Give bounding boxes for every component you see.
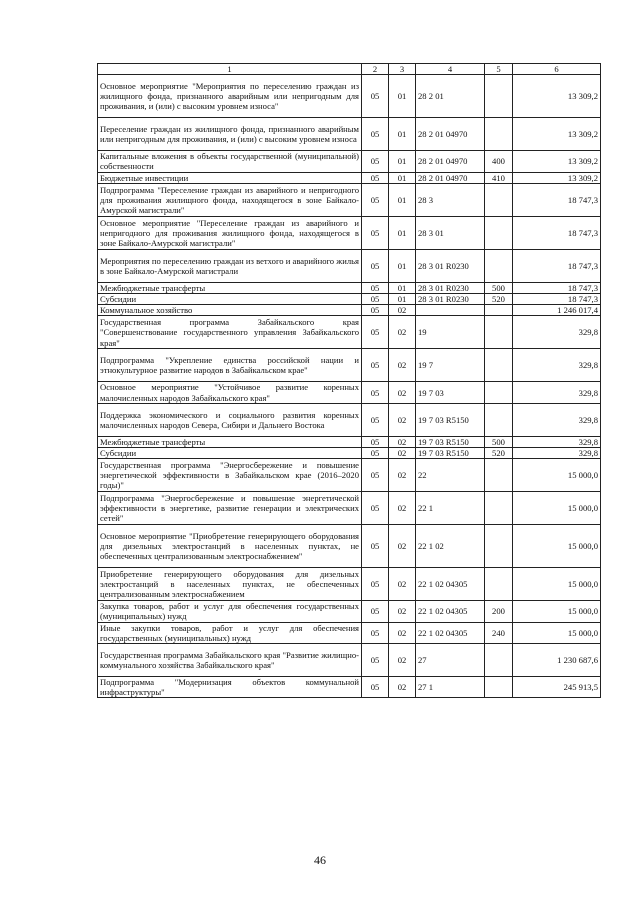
- row-vr-cell: [485, 118, 513, 151]
- row-csr-cell: 28 2 01 04970: [416, 151, 485, 172]
- row-csr-cell: 28 2 01: [416, 75, 485, 118]
- row-pr-cell: 01: [389, 183, 416, 216]
- row-csr-cell: 27: [416, 644, 485, 677]
- table-row: [98, 622, 601, 643]
- row-sum-cell: 13 309,2: [513, 151, 601, 172]
- table-row: [98, 282, 601, 293]
- table-row: [98, 294, 601, 305]
- table-row: [98, 216, 601, 249]
- row-name-cell: Основное мероприятие "Мероприятия по переселению граждан из жилищного фонда, признанного аварийным или непригодным для проживания, и (или) с высоким уровнем износа": [98, 75, 362, 118]
- table-row: [98, 316, 601, 349]
- row-vr-cell: [485, 459, 513, 492]
- row-sum-cell: 15 000,0: [513, 525, 601, 568]
- page-number: 46: [314, 853, 326, 867]
- row-vr-cell: 410: [485, 172, 513, 183]
- row-sum-cell: 1 246 017,4: [513, 305, 601, 316]
- row-sum-cell: 329,8: [513, 436, 601, 447]
- row-pr-cell: 02: [389, 492, 416, 525]
- row-pr-cell: 02: [389, 316, 416, 349]
- row-csr-cell: 28 2 01 04970: [416, 172, 485, 183]
- table-row: [98, 305, 601, 316]
- row-rz-cell: 05: [362, 403, 389, 436]
- row-name-cell: Основное мероприятие "Устойчивое развитие коренных малочисленных народов Забайкальского края": [98, 382, 362, 403]
- table-row: [98, 677, 601, 698]
- row-rz-cell: 05: [362, 151, 389, 172]
- row-sum-cell: 18 747,3: [513, 183, 601, 216]
- row-pr-cell: 02: [389, 525, 416, 568]
- header-cell: 1: [98, 64, 362, 75]
- row-vr-cell: [485, 403, 513, 436]
- row-sum-cell: 15 000,0: [513, 492, 601, 525]
- row-name-cell: Закупка товаров, работ и услуг для обеспечения государственных (муниципальных) нужд: [98, 601, 362, 622]
- row-pr-cell: 02: [389, 644, 416, 677]
- table-row: [98, 172, 601, 183]
- row-pr-cell: 01: [389, 172, 416, 183]
- row-csr-cell: 28 3 01 R0230: [416, 282, 485, 293]
- row-pr-cell: 01: [389, 75, 416, 118]
- row-name-cell: Основное мероприятие "Переселение граждан из аварийного и непригодного для проживания жилищного фонда, находящегося в зоне Байкало-Амурской магистрали": [98, 216, 362, 249]
- row-csr-cell: [416, 305, 485, 316]
- row-vr-cell: 400: [485, 151, 513, 172]
- row-vr-cell: 200: [485, 601, 513, 622]
- row-name-cell: Подпрограмма "Переселение граждан из аварийного и непригодного для проживания жилищного фонда, находящегося в зоне Байкало-Амурской магистрали": [98, 183, 362, 216]
- row-vr-cell: [485, 216, 513, 249]
- row-vr-cell: 520: [485, 448, 513, 459]
- row-name-cell: Субсидии: [98, 448, 362, 459]
- row-vr-cell: [485, 183, 513, 216]
- row-vr-cell: [485, 677, 513, 698]
- row-vr-cell: 500: [485, 282, 513, 293]
- row-csr-cell: 28 3 01 R0230: [416, 294, 485, 305]
- row-rz-cell: 05: [362, 459, 389, 492]
- row-pr-cell: 02: [389, 622, 416, 643]
- row-name-cell: Бюджетные инвестиции: [98, 172, 362, 183]
- row-name-cell: Поддержка экономического и социального развития коренных малочисленных народов Севера, Сибири и Дальнего Востока: [98, 403, 362, 436]
- row-name-cell: Межбюджетные трансферты: [98, 436, 362, 447]
- row-vr-cell: [485, 75, 513, 118]
- row-rz-cell: 05: [362, 568, 389, 601]
- row-vr-cell: [485, 568, 513, 601]
- row-rz-cell: 05: [362, 677, 389, 698]
- row-vr-cell: [485, 249, 513, 282]
- row-sum-cell: 329,8: [513, 382, 601, 403]
- table-row: [98, 448, 601, 459]
- row-name-cell: Субсидии: [98, 294, 362, 305]
- row-name-cell: Государственная программа "Энергосбережение и повышение энергетической эффективности в Забайкальском крае (2016–2020 годы)": [98, 459, 362, 492]
- row-vr-cell: [485, 644, 513, 677]
- row-csr-cell: 27 1: [416, 677, 485, 698]
- row-rz-cell: 05: [362, 75, 389, 118]
- row-csr-cell: 19 7 03: [416, 382, 485, 403]
- row-csr-cell: 19 7 03 R5150: [416, 403, 485, 436]
- row-sum-cell: 13 309,2: [513, 118, 601, 151]
- row-name-cell: Коммунальное хозяйство: [98, 305, 362, 316]
- row-pr-cell: 01: [389, 151, 416, 172]
- row-name-cell: Подпрограмма "Укрепление единства российской нации и этнокультурное развитие народов в Забайкальском крае": [98, 349, 362, 382]
- row-sum-cell: 15 000,0: [513, 459, 601, 492]
- table-row: [98, 349, 601, 382]
- row-csr-cell: 28 3 01: [416, 216, 485, 249]
- table-row: [98, 601, 601, 622]
- table-row: [98, 249, 601, 282]
- row-sum-cell: 18 747,3: [513, 216, 601, 249]
- budget-table: [97, 63, 601, 698]
- row-name-cell: Переселение граждан из жилищного фонда, признанного аварийным или непригодным для проживания, и (или) с высоким уровнем износа: [98, 118, 362, 151]
- row-sum-cell: 13 309,2: [513, 75, 601, 118]
- row-pr-cell: 01: [389, 282, 416, 293]
- row-sum-cell: 329,8: [513, 316, 601, 349]
- table-row: [98, 403, 601, 436]
- row-vr-cell: [485, 349, 513, 382]
- row-vr-cell: [485, 382, 513, 403]
- row-rz-cell: 05: [362, 622, 389, 643]
- row-rz-cell: 05: [362, 525, 389, 568]
- row-sum-cell: 15 000,0: [513, 622, 601, 643]
- row-rz-cell: 05: [362, 349, 389, 382]
- row-name-cell: Подпрограмма "Модернизация объектов коммунальной инфраструктуры": [98, 677, 362, 698]
- row-sum-cell: 15 000,0: [513, 568, 601, 601]
- row-sum-cell: 15 000,0: [513, 601, 601, 622]
- table-row: [98, 183, 601, 216]
- row-name-cell: Государственная программа Забайкальского края "Совершенствование государственного управления Забайкальского края": [98, 316, 362, 349]
- row-sum-cell: 1 230 687,6: [513, 644, 601, 677]
- table-row: [98, 382, 601, 403]
- row-csr-cell: 22 1 02 04305: [416, 568, 485, 601]
- row-pr-cell: 02: [389, 349, 416, 382]
- header-cell: 5: [485, 64, 513, 75]
- row-pr-cell: 02: [389, 403, 416, 436]
- row-vr-cell: [485, 525, 513, 568]
- row-rz-cell: 05: [362, 249, 389, 282]
- header-cell: 4: [416, 64, 485, 75]
- row-csr-cell: 22 1: [416, 492, 485, 525]
- row-pr-cell: 02: [389, 601, 416, 622]
- row-name-cell: Иные закупки товаров, работ и услуг для обеспечения государственных (муниципальных) нужд: [98, 622, 362, 643]
- row-vr-cell: 240: [485, 622, 513, 643]
- row-rz-cell: 05: [362, 183, 389, 216]
- table-row: [98, 459, 601, 492]
- table-row: [98, 492, 601, 525]
- row-vr-cell: 520: [485, 294, 513, 305]
- row-pr-cell: 02: [389, 568, 416, 601]
- row-csr-cell: 22 1 02: [416, 525, 485, 568]
- row-vr-cell: [485, 305, 513, 316]
- row-pr-cell: 01: [389, 294, 416, 305]
- row-pr-cell: 02: [389, 382, 416, 403]
- row-sum-cell: 245 913,5: [513, 677, 601, 698]
- table-row: [98, 525, 601, 568]
- row-rz-cell: 05: [362, 492, 389, 525]
- header-cell: 6: [513, 64, 601, 75]
- row-pr-cell: 01: [389, 118, 416, 151]
- row-vr-cell: [485, 316, 513, 349]
- row-vr-cell: [485, 492, 513, 525]
- row-pr-cell: 02: [389, 305, 416, 316]
- budget-table-body: [98, 64, 601, 698]
- row-rz-cell: 05: [362, 216, 389, 249]
- header-row: [98, 64, 601, 75]
- header-cell: 3: [389, 64, 416, 75]
- row-csr-cell: 19: [416, 316, 485, 349]
- row-csr-cell: 22 1 02 04305: [416, 622, 485, 643]
- row-pr-cell: 02: [389, 459, 416, 492]
- row-sum-cell: 329,8: [513, 349, 601, 382]
- row-sum-cell: 18 747,3: [513, 249, 601, 282]
- row-csr-cell: 19 7: [416, 349, 485, 382]
- row-vr-cell: 500: [485, 436, 513, 447]
- table-row: [98, 568, 601, 601]
- row-rz-cell: 05: [362, 172, 389, 183]
- row-csr-cell: 28 3: [416, 183, 485, 216]
- row-rz-cell: 05: [362, 294, 389, 305]
- row-name-cell: Основное мероприятие "Приобретение генерирующего оборудования для дизельных электростанций в населенных пунктах, не обеспеченных централизованным электроснабжением": [98, 525, 362, 568]
- table-row: [98, 75, 601, 118]
- row-pr-cell: 01: [389, 249, 416, 282]
- row-pr-cell: 01: [389, 216, 416, 249]
- row-sum-cell: 18 747,3: [513, 294, 601, 305]
- row-pr-cell: 02: [389, 448, 416, 459]
- row-rz-cell: 05: [362, 382, 389, 403]
- row-sum-cell: 18 747,3: [513, 282, 601, 293]
- row-rz-cell: 05: [362, 448, 389, 459]
- row-pr-cell: 02: [389, 677, 416, 698]
- row-csr-cell: 22 1 02 04305: [416, 601, 485, 622]
- header-cell: 2: [362, 64, 389, 75]
- row-csr-cell: 28 3 01 R0230: [416, 249, 485, 282]
- row-csr-cell: 28 2 01 04970: [416, 118, 485, 151]
- row-csr-cell: 19 7 03 R5150: [416, 436, 485, 447]
- row-name-cell: Мероприятия по переселению граждан из ветхого и аварийного жилья в зоне Байкало-Амурской магистрали: [98, 249, 362, 282]
- row-name-cell: Межбюджетные трансферты: [98, 282, 362, 293]
- row-csr-cell: 19 7 03 R5150: [416, 448, 485, 459]
- table-row: [98, 644, 601, 677]
- row-rz-cell: 05: [362, 436, 389, 447]
- row-csr-cell: 22: [416, 459, 485, 492]
- table-row: [98, 118, 601, 151]
- row-sum-cell: 329,8: [513, 403, 601, 436]
- row-name-cell: Капитальные вложения в объекты государственной (муниципальной) собственности: [98, 151, 362, 172]
- row-name-cell: Государственная программа Забайкальского края "Развитие жилищно-коммунального хозяйства Забайкальского края": [98, 644, 362, 677]
- row-rz-cell: 05: [362, 601, 389, 622]
- row-pr-cell: 02: [389, 436, 416, 447]
- row-sum-cell: 13 309,2: [513, 172, 601, 183]
- table-row: [98, 151, 601, 172]
- row-name-cell: Приобретение генерирующего оборудования для дизельных электростанций в населенных пунктах, не обеспеченных централизованным электроснабжением: [98, 568, 362, 601]
- row-rz-cell: 05: [362, 316, 389, 349]
- row-rz-cell: 05: [362, 305, 389, 316]
- table-row: [98, 436, 601, 447]
- row-rz-cell: 05: [362, 118, 389, 151]
- row-rz-cell: 05: [362, 644, 389, 677]
- row-name-cell: Подпрограмма "Энергосбережение и повышение энергетической эффективности в энергетике, развитие генерации и электрических сетей": [98, 492, 362, 525]
- row-rz-cell: 05: [362, 282, 389, 293]
- row-sum-cell: 329,8: [513, 448, 601, 459]
